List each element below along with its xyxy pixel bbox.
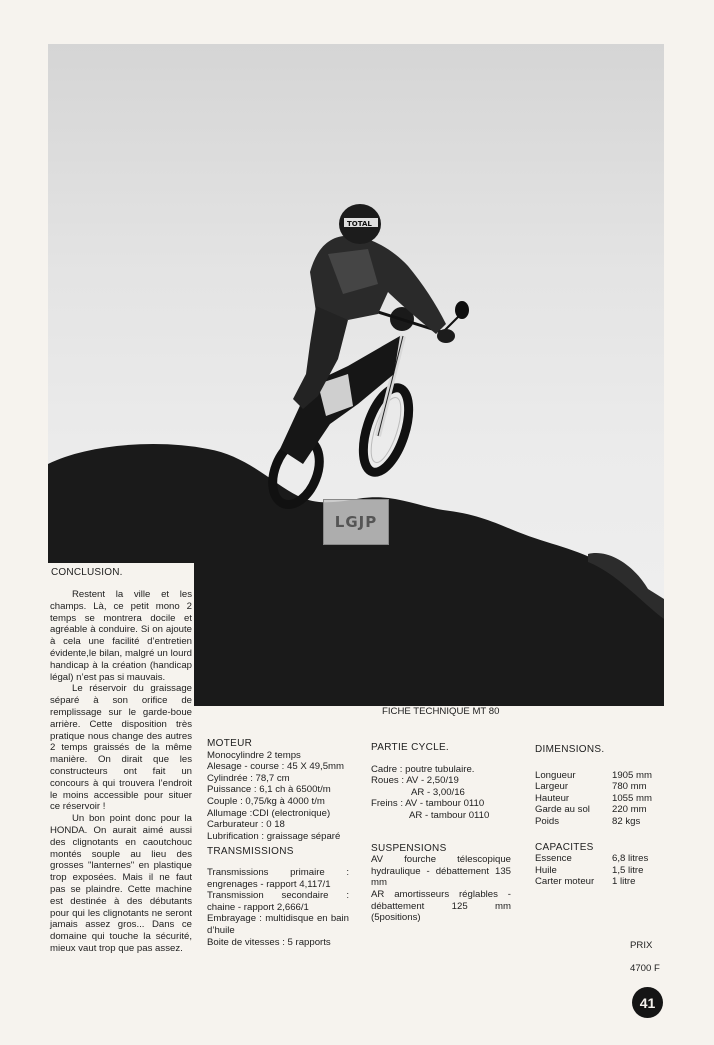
transmissions-line: Transmissions primaire : engrenages - rapport 4,117/1 <box>207 866 349 890</box>
dimension-row <box>535 816 675 828</box>
dimension-value: 1905 mm <box>612 769 652 781</box>
moteur-title: MOTEUR <box>207 738 253 749</box>
capacites-title: CAPACITES <box>535 841 594 853</box>
roues-ar-line: AR - 3,00/16 <box>411 786 465 798</box>
prix-value: 4700 F <box>630 963 660 974</box>
moteur-line: Cylindrée : 78,7 cm <box>207 772 290 784</box>
freins-av-line: Freins : AV - tambour 0110 <box>371 798 485 810</box>
capacite-row <box>535 865 675 877</box>
transmissions-line: Boite de vitesses : 5 rapports <box>207 936 331 948</box>
dimension-row <box>535 793 675 805</box>
dimension-row <box>535 770 675 782</box>
capacite-label: Carter moteur <box>535 876 595 888</box>
freins-ar-line: AR - tambour 0110 <box>409 809 490 821</box>
suspension-av-line: AV fourche télescopique hydraulique - débattement 135 mm <box>371 854 511 889</box>
dimension-value: 1055 mm <box>612 792 652 804</box>
conclusion-paragraph: Le réservoir du graissage séparé à son orifice de remplissage sur le garde-boue arrière. Cette disposition très pratique nous change des autres 2 temps graissés de la même manière. On dirait que les constructeurs ont fait un concours à qui trouvera l’endroit le moins accessible pour situer ce réservoir ! <box>50 683 192 813</box>
conclusion-paragraph: Un bon point donc pour la HONDA. On aurait aimé aussi des clignotants en caoutchouc montés souple au lieu des grosses "lanternes" en plastique trop exposées. Mais il ne faut pas se plaindre. Cette machine est destinée à des débutants pour qui les clignotants ne seront jamais assez gros... Dans ce domaine qui touche la sécurité, mieux vaut trop que pas assez. <box>50 813 192 954</box>
dimension-value: 780 mm <box>612 781 647 793</box>
roues-av-line: Roues : AV - 2,50/19 <box>371 775 459 787</box>
suspension-ar-line: AR amortisseurs réglables - débattement 125 mm (5positions) <box>371 888 511 924</box>
moteur-line: Carburateur : 0 18 <box>207 819 285 831</box>
conclusion-paragraph: Restent la ville et les champs. Là, ce petit mono 2 temps se montrera docile et agréable à conduire. Si on ajoute à cela une facilité d’entretien évidente,le bilan, malgré un lourd handicap à la création (handicap légal) n’est pas si mauvais. <box>50 589 192 683</box>
moteur-line: Alesage - course : 45 X 49,5mm <box>207 761 345 773</box>
capacite-label: Essence <box>535 853 572 865</box>
dimension-value: 220 mm <box>612 804 647 816</box>
dimensions-column <box>535 744 675 888</box>
spec-sheet-heading: FICHE TECHNIQUE MT 80 <box>382 706 500 717</box>
conclusion-body <box>50 589 192 955</box>
dimension-row <box>535 781 675 793</box>
capacite-row <box>535 876 675 888</box>
capacite-value: 6,8 litres <box>612 853 649 865</box>
partie-cycle-title: PARTIE CYCLE. <box>371 742 449 753</box>
dimension-row <box>535 804 675 816</box>
moteur-line: Couple : 0,75/kg à 4000 t/m <box>207 795 325 807</box>
moteur-line: Monocylindre 2 temps <box>207 749 301 761</box>
moteur-line: Allumage :CDI (electronique) <box>207 807 331 819</box>
conclusion-title: CONCLUSION. <box>51 567 123 578</box>
capacite-label: Huile <box>535 864 557 876</box>
dimension-label: Longueur <box>535 769 576 781</box>
cadre-line: Cadre : poutre tubulaire. <box>371 763 475 775</box>
capacite-value: 1 litre <box>612 876 636 888</box>
watermark-logo: LGJP <box>323 499 389 545</box>
capacite-row <box>535 853 675 865</box>
helmet-logo-text: TOTAL <box>347 220 372 228</box>
transmissions-line: Transmission secondaire : chaine - rapport 2,666/1 <box>207 890 349 913</box>
dimension-label: Garde au sol <box>535 804 590 816</box>
capacite-value: 1,5 litre <box>612 864 644 876</box>
dimensions-title: DIMENSIONS. <box>535 744 605 755</box>
dimension-label: Largeur <box>535 781 569 793</box>
suspensions-title: SUSPENSIONS <box>371 842 447 854</box>
transmissions-title: TRANSMISSIONS <box>207 846 294 858</box>
dimension-label: Hauteur <box>535 792 570 804</box>
moteur-column <box>207 738 349 948</box>
moteur-line: Puissance : 6,1 ch à 6500t/m <box>207 784 331 796</box>
page-number-badge: 41 <box>632 987 663 1018</box>
transmissions-line: Embrayage : multidisque en bain d’huile <box>207 913 349 936</box>
dimension-label: Poids <box>535 815 559 827</box>
prix-label: PRIX <box>630 940 653 951</box>
partie-cycle-column <box>371 742 511 924</box>
moteur-line: Lubrification : graissage séparé <box>207 830 341 842</box>
dimension-value: 82 kgs <box>612 815 641 827</box>
